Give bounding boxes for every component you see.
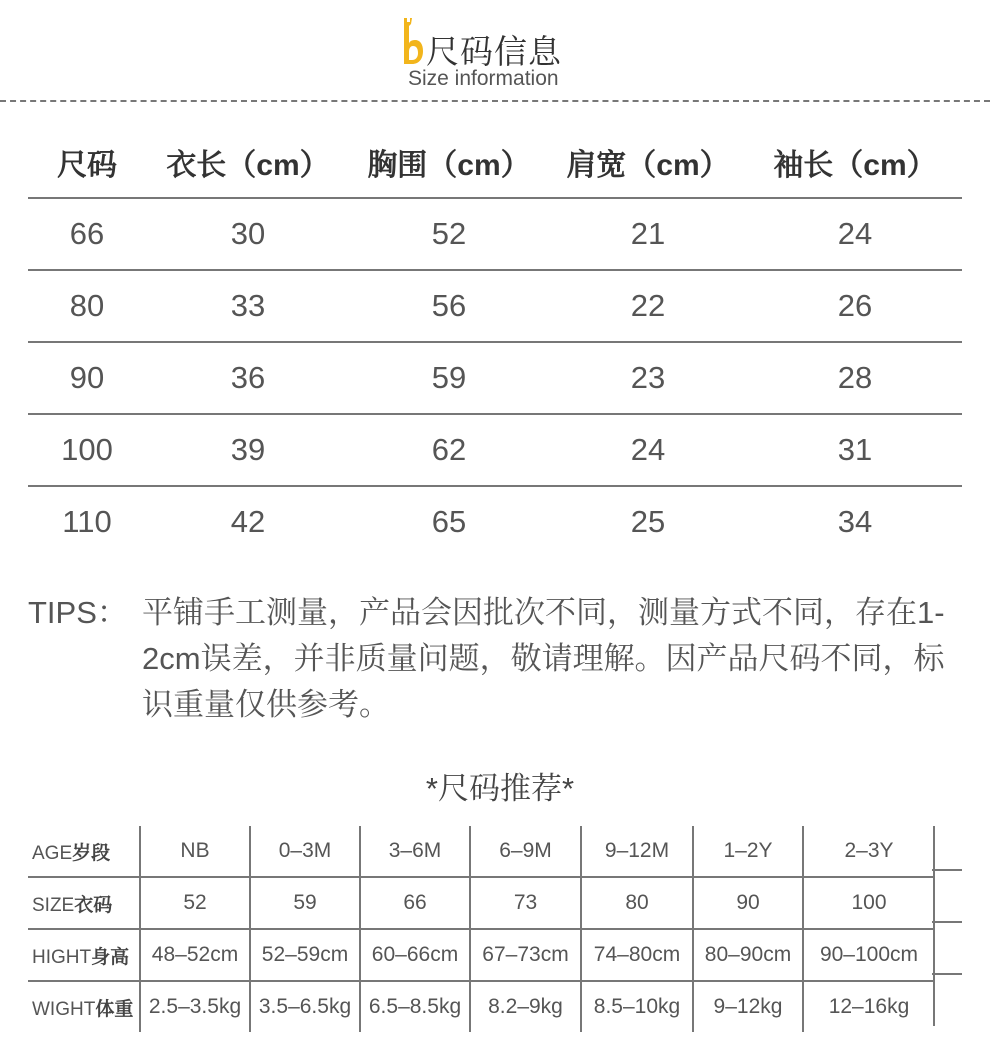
table-cell: 80 [581, 877, 693, 929]
table-cell: 56 [350, 270, 548, 342]
table-cell: 66 [360, 877, 470, 929]
tips-text: 平铺手工测量，产品会因批次不同，测量方式不同，存在1-2cm误差，并非质量问题，敬请理解。因产品尺码不同，标识重量仅供参考。 [142, 595, 945, 722]
table-cell: 90 [693, 877, 803, 929]
size-table [28, 127, 962, 557]
table-cell: 33 [146, 270, 350, 342]
table-cell: 9–12M [581, 826, 693, 877]
tips-label: TIPS： [28, 595, 128, 630]
table-cell: 24 [548, 414, 748, 486]
giraffe-logo-icon [398, 16, 424, 66]
row-label-weight [28, 981, 140, 1032]
header-sleeve: 袖长（cm） [748, 127, 962, 198]
table-cell: 2–3Y [803, 826, 934, 877]
table-cell: 12–16kg [803, 981, 934, 1032]
row-label-en: AGE [32, 842, 73, 864]
table-cell: 1–2Y [693, 826, 803, 877]
table-cell: 8.2–9kg [470, 981, 581, 1032]
table-row [28, 342, 962, 414]
table-cell: 3–6M [360, 826, 470, 877]
table-cell: 6.5–8.5kg [360, 981, 470, 1032]
header-length: 衣长（cm） [146, 127, 350, 198]
page-subtitle: Size information [408, 67, 559, 90]
header-size: 尺码 [28, 127, 146, 198]
row-label-cn: 岁段 [72, 842, 111, 864]
recommend-table [28, 826, 934, 1032]
row-label-cn: 衣码 [74, 894, 113, 916]
recommend-row-weight [28, 981, 934, 1032]
table-cell: 23 [548, 342, 748, 414]
table-cell: 80–90cm [693, 929, 803, 981]
table-cell: 65 [431, 504, 467, 539]
table-cell: 52–59cm [250, 929, 360, 981]
table-cell: 66 [28, 198, 146, 270]
row-label-en: WIGHT [32, 998, 96, 1020]
table-cell: 2.5–3.5kg [140, 981, 250, 1032]
table-cell: 28 [748, 342, 962, 414]
row-label-en: SIZE [32, 894, 75, 916]
table-cell: 80 [28, 270, 146, 342]
row-label-height [28, 929, 140, 981]
recommend-title: *尺码推荐* [425, 771, 575, 806]
row-label-cn: 身高 [91, 946, 130, 968]
recommend-row-height [28, 929, 934, 981]
table-cell: 0–3M [250, 826, 360, 877]
table-cell: 22 [548, 270, 748, 342]
table-cell: 39 [146, 414, 350, 486]
table-cell: 100 [803, 877, 934, 929]
header [0, 0, 990, 104]
table-row [28, 198, 962, 270]
table-cell: 73 [470, 877, 581, 929]
table-row [28, 270, 962, 342]
table-cell: 90 [28, 342, 146, 414]
table-cell: 90–100cm [803, 929, 934, 981]
row-label-cn: 体重 [95, 998, 134, 1020]
row-label-age [28, 826, 140, 877]
table-row [28, 414, 962, 486]
table-cell: 9–12kg [693, 981, 803, 1032]
table-cell: 59 [250, 877, 360, 929]
row-label-size [28, 877, 140, 929]
table-cell: 60–66cm [360, 929, 470, 981]
table-cell: 21 [548, 198, 748, 270]
table-cell: 67–73cm [470, 929, 581, 981]
table-cell: NB [140, 826, 250, 877]
table-row [28, 486, 962, 557]
table-cell: 42 [230, 504, 266, 539]
table-cell: 31 [748, 414, 962, 486]
page-title: 尺码信息 [426, 33, 562, 70]
dashed-divider [0, 100, 990, 102]
size-table-header [28, 127, 962, 198]
table-cell: 100 [28, 414, 146, 486]
table-cell: 48–52cm [140, 929, 250, 981]
table-cell: 30 [146, 198, 350, 270]
row-label-en: HIGHT [32, 946, 92, 968]
table-cell: 25 [630, 504, 666, 539]
table-cell: 110 [62, 504, 112, 539]
table-cell: 24 [748, 198, 962, 270]
table-cell: 52 [140, 877, 250, 929]
recommend-row-size [28, 877, 934, 929]
table-cell: 26 [748, 270, 962, 342]
table-cell: 62 [350, 414, 548, 486]
table-cell: 3.5–6.5kg [250, 981, 360, 1032]
table-cell: 59 [350, 342, 548, 414]
table-cell: 8.5–10kg [581, 981, 693, 1032]
table-cell: 36 [146, 342, 350, 414]
table-cell: 52 [350, 198, 548, 270]
header-shoulder: 肩宽（cm） [548, 127, 748, 198]
recommend-table-right-edge [932, 826, 966, 1026]
header-chest: 胸围（cm） [350, 127, 548, 198]
table-cell: 34 [837, 504, 873, 539]
table-cell: 6–9M [470, 826, 581, 877]
recommend-row-age [28, 826, 934, 877]
table-cell: 74–80cm [581, 929, 693, 981]
